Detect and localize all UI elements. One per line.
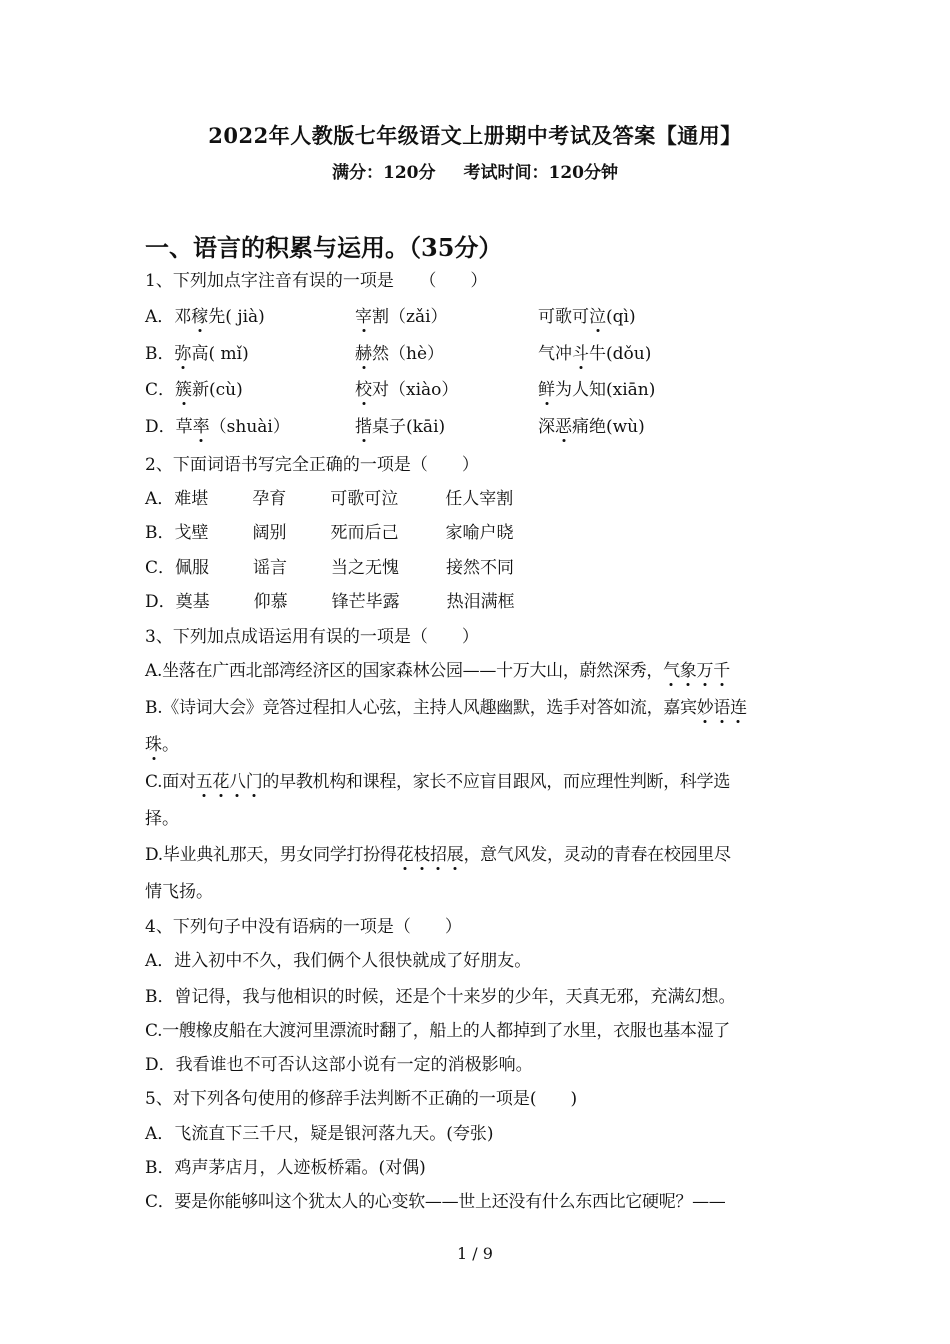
dotted-char: 揩 bbox=[355, 417, 372, 437]
exam-info bbox=[0, 158, 950, 183]
dotted-char: 鲜 bbox=[538, 380, 555, 400]
question-2-stem: 2、下面词语书写完全正确的一项是（ ） bbox=[145, 455, 479, 475]
q3-option-b-cont: 珠。 bbox=[145, 735, 179, 755]
dotted-char: 弥 bbox=[174, 344, 192, 364]
dotted-char: 斗 bbox=[572, 344, 589, 364]
q3-option-d: D.毕业典礼那天，男女同学打扮得花枝招展，意气风发，灵动的青春在校园里尽 bbox=[145, 845, 731, 865]
q3-option-c-cont: 择。 bbox=[145, 809, 179, 829]
q2-option-c: C．佩服 谣言 当之无愧 接然不同 bbox=[145, 558, 515, 578]
q4-option-c: C.一艘橡皮船在大渡河里漂流时翻了，船上的人都掉到了水里，衣服也基本湿了 bbox=[145, 1021, 731, 1041]
q4-option-b: B．曾记得，我与他相识的时候，还是个十来岁的少年，天真无邪，充满幻想。 bbox=[145, 987, 736, 1007]
q2-option-a: A．难堪 孕育 可歌可泣 任人宰割 bbox=[145, 489, 514, 509]
dotted-char: 恶 bbox=[555, 417, 572, 437]
document-page: 2022年人教版七年级语文上册期中考试及答案【通用】 满分：120分 考试时间：120分钟 一、语言的积累与运用。（35分） 1、下列加点字注音有误的一项是 （ ） A．邓稼先( jià) 宰割（zǎi） 可歌可泣(qì) B．弥高( mǐ) 赫然（hè） 气冲斗牛(dǒu) C．簇新(cù) 校对（xiào） 鲜为人知(xiān) D．草率（shuài） 揩桌子(kāi) 深恶痛绝(wù) 2、下面词语书写完全正确的一项是（ ） A．难堪 孕育 可歌可泣 任人宰割 B．戈壁 阔别 死而后己 家喻户晓 C．佩服 谣言 当之无愧 接然不同 D．奠基 仰慕 锋芒毕露 热泪满框 3、下列加点成语运用有误的一项是（ ） A.坐落在广西北部湾经济区的国家森林公园——十万大山，蔚然深秀，气象万千 B.《诗词大会》竞答过程扣人心弦，主持人风趣幽默，选手对答如流，嘉宾妙语连 珠。 C.面对五花八门的早教机构和课程，家长不应盲目跟风，而应理性判断，科学选 择。 D.毕业典礼那天，男女同学打扮得花枝招展，意气风发，灵动的青春在校园里尽 情飞扬。 4、下列句子中没有语病的一项是（ ） A．进入初中不久，我们俩个人很快就成了好朋友。 B．曾记得，我与他相识的时候，还是个十来岁的少年，天真无邪，充满幻想。 C.一艘橡皮船在大渡河里漂流时翻了，船上的人都掉到了水里，衣服也基本湿了 D．我看谁也不可否认这部小说有一定的消极影响。 5、对下列各句使用的修辞手法判断不正确的一项是( ) A．飞流直下三千尺，疑是银河落九天。(夸张) B．鸡声茅店月，人迹板桥霜。(对偶) C．要是你能够叫这个犹太人的心变软——世上还没有什么东西比它硬呢？—— 1 / 9 bbox=[0, 0, 950, 1344]
document-title: 2022年人教版七年级语文上册期中考试及答案【通用】 bbox=[208, 123, 742, 148]
question-3-stem: 3、下列加点成语运用有误的一项是（ ） bbox=[145, 627, 479, 647]
q4-option-a: A．进入初中不久，我们俩个人很快就成了好朋友。 bbox=[145, 951, 532, 971]
exam-time: 考试时间：120分钟 bbox=[463, 163, 618, 183]
dotted-char: 泣 bbox=[589, 307, 606, 327]
q5-option-c: C．要是你能够叫这个犹太人的心变软——世上还没有什么东西比它硬呢？—— bbox=[145, 1192, 726, 1212]
dotted-char: 稼 bbox=[191, 307, 209, 327]
q5-option-b: B．鸡声茅店月，人迹板桥霜。(对偶) bbox=[145, 1158, 426, 1178]
q2-option-d: D．奠基 仰慕 锋芒毕露 热泪满框 bbox=[145, 592, 515, 612]
q3-option-c: C.面对五花八门的早教机构和课程，家长不应盲目跟风，而应理性判断，科学选 bbox=[145, 772, 731, 792]
dotted-char: 簇 bbox=[175, 380, 193, 400]
q5-option-a: A．飞流直下三千尺，疑是银河落九天。(夸张) bbox=[145, 1124, 494, 1144]
full-score: 满分：120分 bbox=[332, 163, 436, 183]
q3-option-b: B.《诗词大会》竞答过程扣人心弦，主持人风趣幽默，选手对答如流，嘉宾妙语连 bbox=[145, 698, 747, 718]
q3-option-a: A.坐落在广西北部湾经济区的国家森林公园——十万大山，蔚然深秀，气象万千 bbox=[145, 661, 730, 681]
q2-option-b: B．戈壁 阔别 死而后己 家喻户晓 bbox=[145, 523, 514, 543]
q4-option-d: D．我看谁也不可否认这部小说有一定的消极影响。 bbox=[145, 1055, 533, 1075]
question-5-stem: 5、对下列各句使用的修辞手法判断不正确的一项是( ) bbox=[145, 1089, 578, 1109]
question-1-stem: 1、下列加点字注音有误的一项是 （ ） bbox=[145, 271, 488, 291]
dotted-char: 校 bbox=[355, 380, 372, 400]
question-4-stem: 4、下列句子中没有语病的一项是（ ） bbox=[145, 917, 462, 937]
dotted-char: 率 bbox=[192, 417, 210, 437]
dotted-char: 宰 bbox=[355, 307, 372, 327]
dotted-char: 赫 bbox=[355, 344, 372, 364]
section-heading: 一、语言的积累与运用。（35分） bbox=[145, 233, 503, 262]
page-number: 1 / 9 bbox=[457, 1244, 493, 1263]
q3-option-d-cont: 情飞扬。 bbox=[145, 882, 213, 902]
